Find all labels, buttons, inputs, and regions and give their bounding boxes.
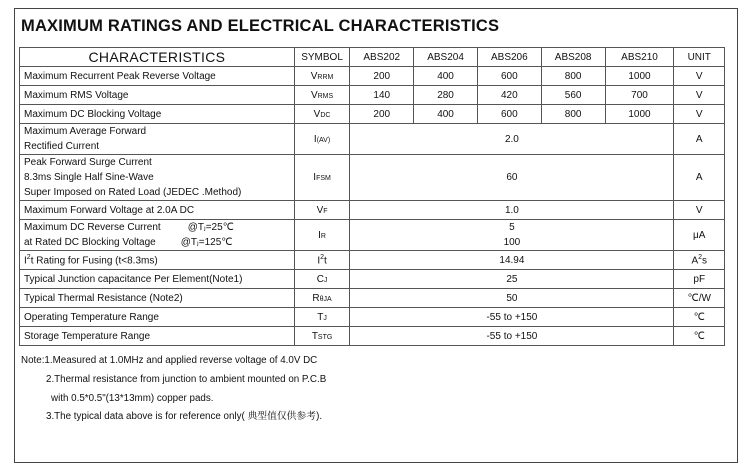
row-label: Maximum Recurrent Peak Reverse Voltage — [20, 67, 295, 86]
table-row — [20, 67, 725, 86]
row-symbol: I(AV) — [294, 124, 350, 155]
ratings-table — [19, 47, 725, 346]
row-value: -55 to +150 — [350, 327, 674, 346]
row-label: Maximum Average Forward Rectified Current — [20, 124, 295, 155]
row-value: 5 100 — [350, 220, 674, 251]
row-label: Storage Temperature Range — [20, 327, 295, 346]
note-1: Note:1.Measured at 1.0MHz and applied reverse voltage of 4.0V DC — [21, 355, 318, 366]
row-label: Maximum RMS Voltage — [20, 86, 295, 105]
row-label: $I^2t$ Rating for Fusing (t<8.3ms) — [20, 251, 295, 270]
row-value: 50 — [350, 289, 674, 308]
row-value: 560 — [541, 86, 605, 105]
row-unit: A — [674, 124, 725, 155]
row-value: 800 — [541, 105, 605, 124]
header-part: ABS208 — [541, 48, 605, 67]
row-symbol: $I^2t$ — [294, 251, 350, 270]
note-2: 2.Thermal resistance from junction to ambient mounted on P.C.B — [46, 373, 327, 385]
row-symbol: IFSM — [294, 155, 350, 201]
row-value: 200 — [350, 67, 414, 86]
row-label: Maximum DC Blocking Voltage — [20, 105, 295, 124]
row-value: 280 — [414, 86, 478, 105]
row-value: 1000 — [605, 105, 674, 124]
row-label: Typical Thermal Resistance (Note2) — [20, 289, 295, 308]
row-value: 14.94 — [350, 251, 674, 270]
row-symbol: TSTG — [294, 327, 350, 346]
row-unit: V — [674, 86, 725, 105]
row-value: 140 — [350, 86, 414, 105]
row-value: 600 — [477, 105, 541, 124]
row-value: 200 — [350, 105, 414, 124]
row-symbol: RθJA — [294, 289, 350, 308]
row-unit: pF — [674, 270, 725, 289]
header-part: ABS202 — [350, 48, 414, 67]
header-row — [20, 48, 725, 67]
row-unit: ℃ — [674, 308, 725, 327]
row-unit: μA — [674, 220, 725, 251]
header-symbol: SYMBOL — [294, 48, 350, 67]
table-row — [20, 201, 725, 220]
row-symbol: CJ — [294, 270, 350, 289]
row-unit: ℃/W — [674, 289, 725, 308]
row-symbol: TJ — [294, 308, 350, 327]
row-value: 400 — [414, 105, 478, 124]
row-label: Operating Temperature Range — [20, 308, 295, 327]
row-value: 400 — [414, 67, 478, 86]
row-value: 420 — [477, 86, 541, 105]
header-part: ABS210 — [605, 48, 674, 67]
table-row — [20, 251, 725, 270]
row-label: Maximum DC Reverse Current @Tⱼ=25℃ at Rated DC Blocking Voltage @Tⱼ=125℃ — [20, 220, 295, 251]
table-row — [20, 220, 725, 251]
row-unit: A — [674, 155, 725, 201]
note-3: 3.The typical data above is for reference only( 典型值仅供参考). — [46, 411, 323, 423]
row-value: 25 — [350, 270, 674, 289]
row-value: 700 — [605, 86, 674, 105]
table-row — [20, 155, 725, 201]
row-value: 1.0 — [350, 201, 674, 220]
row-value: 600 — [477, 67, 541, 86]
table-row — [20, 327, 725, 346]
row-value: 2.0 — [350, 124, 674, 155]
row-symbol: VRRM — [294, 67, 350, 86]
row-unit: V — [674, 201, 725, 220]
row-label: Typical Junction capacitance Per Element(Note1) — [20, 270, 295, 289]
table-row — [20, 270, 725, 289]
table-row — [20, 86, 725, 105]
header-part: ABS206 — [477, 48, 541, 67]
notes-block — [21, 352, 326, 427]
row-label: Peak Forward Surge Current 8.3ms Single Half Sine-Wave Super Imposed on Rated Load (JEDEC .Method) — [20, 155, 295, 201]
table-row — [20, 105, 725, 124]
row-symbol: VF — [294, 201, 350, 220]
table-row — [20, 308, 725, 327]
row-symbol: IR — [294, 220, 350, 251]
row-unit: V — [674, 105, 725, 124]
row-symbol: VDC — [294, 105, 350, 124]
row-unit: $A^2s$ — [674, 251, 725, 270]
row-label: Maximum Forward Voltage at 2.0A DC — [20, 201, 295, 220]
note-2-cont: with 0.5*0.5"(13*13mm) copper pads. — [51, 392, 214, 404]
row-value: 1000 — [605, 67, 674, 86]
table-row — [20, 124, 725, 155]
section-title: MAXIMUM RATINGS AND ELECTRICAL CHARACTERISTICS — [21, 17, 500, 35]
row-value: 800 — [541, 67, 605, 86]
row-unit: V — [674, 67, 725, 86]
row-symbol: VRMS — [294, 86, 350, 105]
datasheet-frame — [14, 8, 738, 463]
row-value: 60 — [350, 155, 674, 201]
header-part: ABS204 — [414, 48, 478, 67]
header-characteristics: CHARACTERISTICS — [20, 48, 295, 67]
row-value: -55 to +150 — [350, 308, 674, 327]
row-unit: ℃ — [674, 327, 725, 346]
table-row — [20, 289, 725, 308]
header-unit: UNIT — [674, 48, 725, 67]
